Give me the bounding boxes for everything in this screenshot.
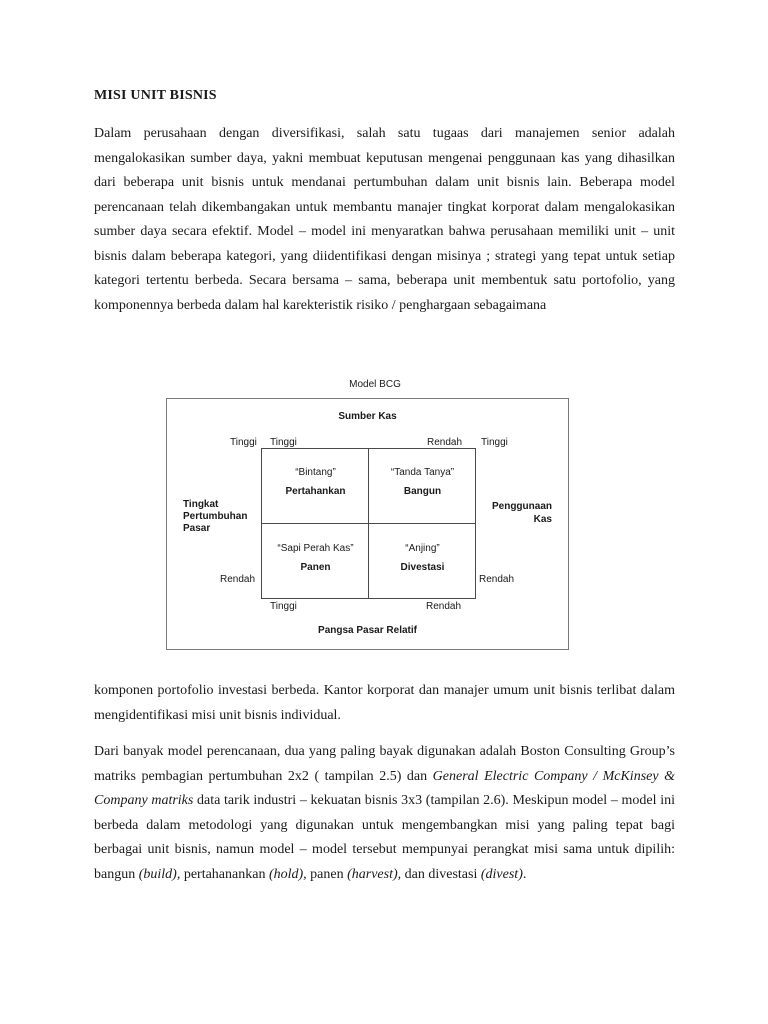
quadrant-name: “Anjing” <box>405 543 440 554</box>
quadrant-dog <box>369 539 476 577</box>
diagram-title: Model BCG <box>349 379 401 390</box>
quadrant-name: “Bintang” <box>295 467 336 478</box>
bottom-low-label: Rendah <box>426 601 462 612</box>
quadrant-action: Bangun <box>403 486 442 497</box>
outer-right-high-label: Tinggi <box>481 437 508 448</box>
outer-left-low-label: Rendah <box>220 574 256 585</box>
matrix-horizontal-divider <box>261 523 476 524</box>
quadrant-name: “Tanda Tanya” <box>390 467 455 478</box>
quadrant-question-mark <box>369 463 476 501</box>
cash-source-label: Sumber Kas <box>338 411 397 422</box>
quadrant-cash-cow <box>262 539 369 577</box>
quadrant-name: “Sapi Perah Kas” <box>277 543 354 554</box>
quadrant-action: Panen <box>300 562 331 573</box>
paragraph-3: Dari banyak model perencanaan, dua yang paling bayak digunakan adalah Boston Consulting Group’s matriks pembagian pertumbuhan 2x2 ( tampilan 2.5) dan General Electric Company / McKinsey & Company matriks data tarik industri – kekuatan bisnis 3x3 (tampilan 2.6). Meskipun model – model ini berbeda dalam metodologi yang digunakan untuk mengembangkan misi yang paling tepat bagi berbagai unit bisnis, namun model – model tersebut mempunyai perangkat misi sama untuk dipilih: bangun (build), pertahanankan (hold), panen (harvest), dan divestasi (divest). <box>94 744 676 882</box>
outer-right-low-label: Rendah <box>479 574 515 585</box>
outer-left-high-label: Tinggi <box>230 437 257 448</box>
cash-use-label: Penggunaan Kas <box>491 501 552 525</box>
market-growth-label: Tingkat Pertumbuhan Pasar <box>183 499 248 534</box>
relative-market-share-label: Pangsa Pasar Relatif <box>318 625 417 636</box>
quadrant-star <box>262 463 369 501</box>
paragraph-2: komponen portofolio investasi berbeda. Kantor korporat dan manajer umum unit bisnis terlibat dalam mengidentifikasi misi unit bisnis individual. <box>94 683 675 723</box>
section-heading: MISI UNIT BISNIS <box>94 88 217 103</box>
quadrant-action: Pertahankan <box>285 486 346 497</box>
quadrant-action: Divestasi <box>400 562 445 573</box>
paragraph-1: Dalam perusahaan dengan diversifikasi, salah satu tugaas dari manajemen senior adalah mengalokasikan sumber daya, yakni membuat keputusan mengenai penggunaan kas yang dihasilkan dari beberapa unit bisnis untuk mendanai pertumbuhan dalam unit bisnis lain. Beberapa model perencanaan telah dikembangakan untuk membantu manajer tingkat korporat dalam mengalokasikan sumber daya secara efektif. Model – model ini menyaratkan bahwa perusahaan memiliki unit – unit bisnis dalam beberapa kategori, yang diidentifikasi dengan misinya ; strategi yang tepat untuk setiap kategori tertentu berbeda. Secara bersama – sama, beberapa unit membentuk satu portofolio, yang komponennya berbeda dalam hal karekteristik risiko / penghargaan sebagaimana <box>94 126 675 313</box>
inner-top-low-label: Rendah <box>427 437 463 448</box>
inner-top-high-label: Tinggi <box>270 437 297 448</box>
bottom-high-label: Tinggi <box>270 601 297 612</box>
